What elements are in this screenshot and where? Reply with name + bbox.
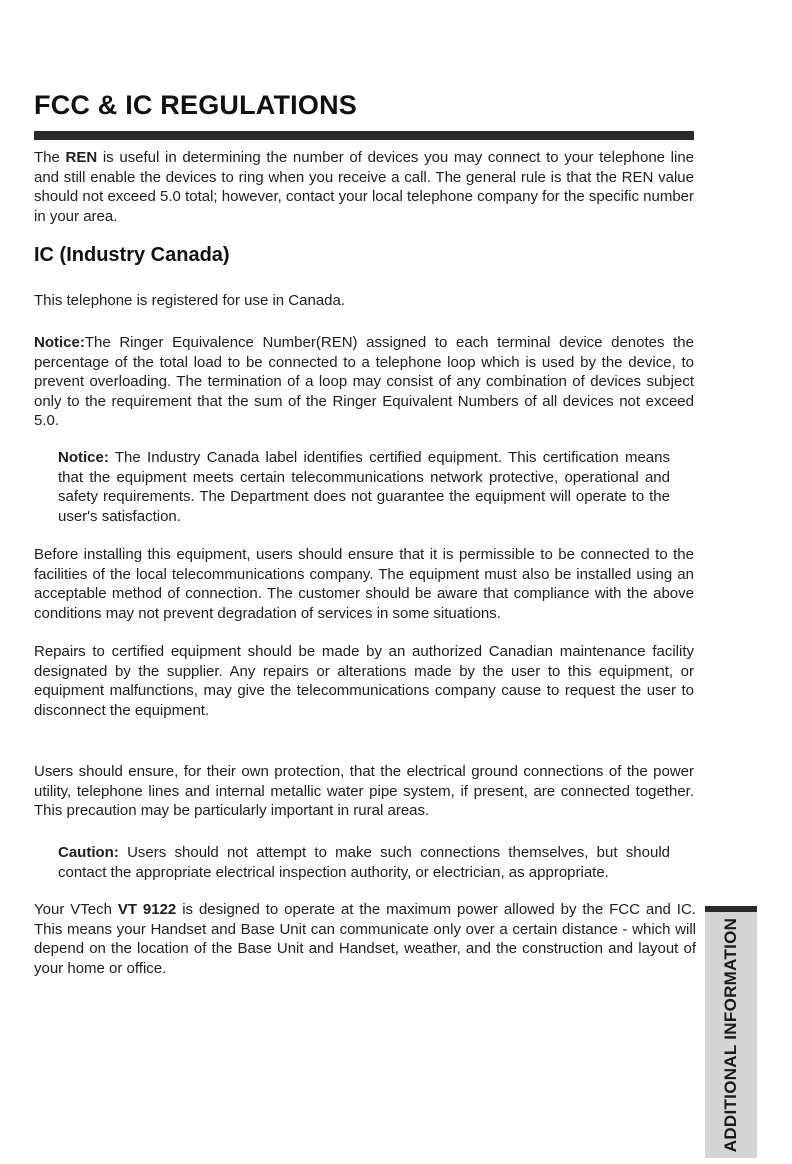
ren-pre: The: [34, 149, 66, 166]
vtech-model: VT 9122: [117, 901, 177, 918]
notice-ren-label: Notice:: [34, 334, 85, 351]
registered-paragraph: This telephone is registered for use in Canada.: [34, 292, 346, 309]
caution-text: Users should not attempt to make such connections themselves, but should contact the appropriate electrical inspection authority, or electrician, as appropriate.: [58, 844, 670, 881]
notice-label-label: Notice:: [58, 449, 109, 466]
before-installing-paragraph: Before installing this equipment, users should ensure that it is permissible to be connected to the facilities of the local telecommunications company. The equipment must also be installed using an acceptable method of connection. The customer should be aware that compliance with the above conditions may not prevent degradation of services in some situations.: [34, 546, 694, 622]
page-title: FCC & IC REGULATIONS: [34, 90, 357, 120]
ren-paragraph: [34, 148, 694, 226]
notice-ren-text: The Ringer Equivalence Number(REN) assigned to each terminal device denotes the percentage of the total load to be connected to a telephone loop which is used by the device, to prevent overloading. The termination of a loop may consist of any combination of devices subject only to the requirement that the sum of the Ringer Equivalent Numbers of all devices not exceed 5.0.: [34, 334, 694, 429]
ic-heading: IC (Industry Canada): [34, 244, 230, 266]
notice-label-text: The Industry Canada label identifies certified equipment. This certification means that the equipment meets certain telecommunications network protective, operational and safety requirements. The Department does not guarantee the equipment will operate to the user's satisfaction.: [58, 449, 670, 525]
side-tab-label: ADDITIONAL INFORMATION: [721, 917, 740, 1153]
ren-term: REN: [65, 149, 98, 166]
repairs-paragraph: Repairs to certified equipment should be made by an authorized Canadian maintenance facility designated by the supplier. Any repairs or alterations made by the user to this equipment, or equipment malfunctions, may give the telecommunications company cause to request the user to disconnect the equipment.: [34, 643, 694, 719]
vtech-paragraph: [34, 900, 696, 978]
notice-ren-paragraph: [34, 333, 694, 431]
caution-label: Caution:: [58, 844, 119, 861]
vtech-post: is designed to operate at the maximum power allowed by the FCC and IC. This means your Handset and Base Unit can communicate only over a certain distance - which will depend on the location of the Base Unit and Handset, weather, and the construction and layout of your home or office.: [34, 901, 696, 977]
vtech-pre: Your VTech: [34, 901, 118, 918]
caution-paragraph: [58, 843, 670, 882]
title-rule: [34, 131, 694, 140]
notice-label-paragraph: [58, 448, 670, 526]
ren-post: is useful in determining the number of devices you may connect to your telephone line and still enable the devices to ring when you receive a call. The general rule is that the REN value should not exceed 5.0 total; however, contact your local telephone company for the specific number in your area.: [34, 149, 695, 225]
section-side-tab: [705, 906, 757, 1158]
ground-paragraph: Users should ensure, for their own protection, that the electrical ground connections of the power utility, telephone lines and internal metallic water pipe system, if present, are connected together. This precaution may be particularly important in rural areas.: [34, 763, 694, 819]
